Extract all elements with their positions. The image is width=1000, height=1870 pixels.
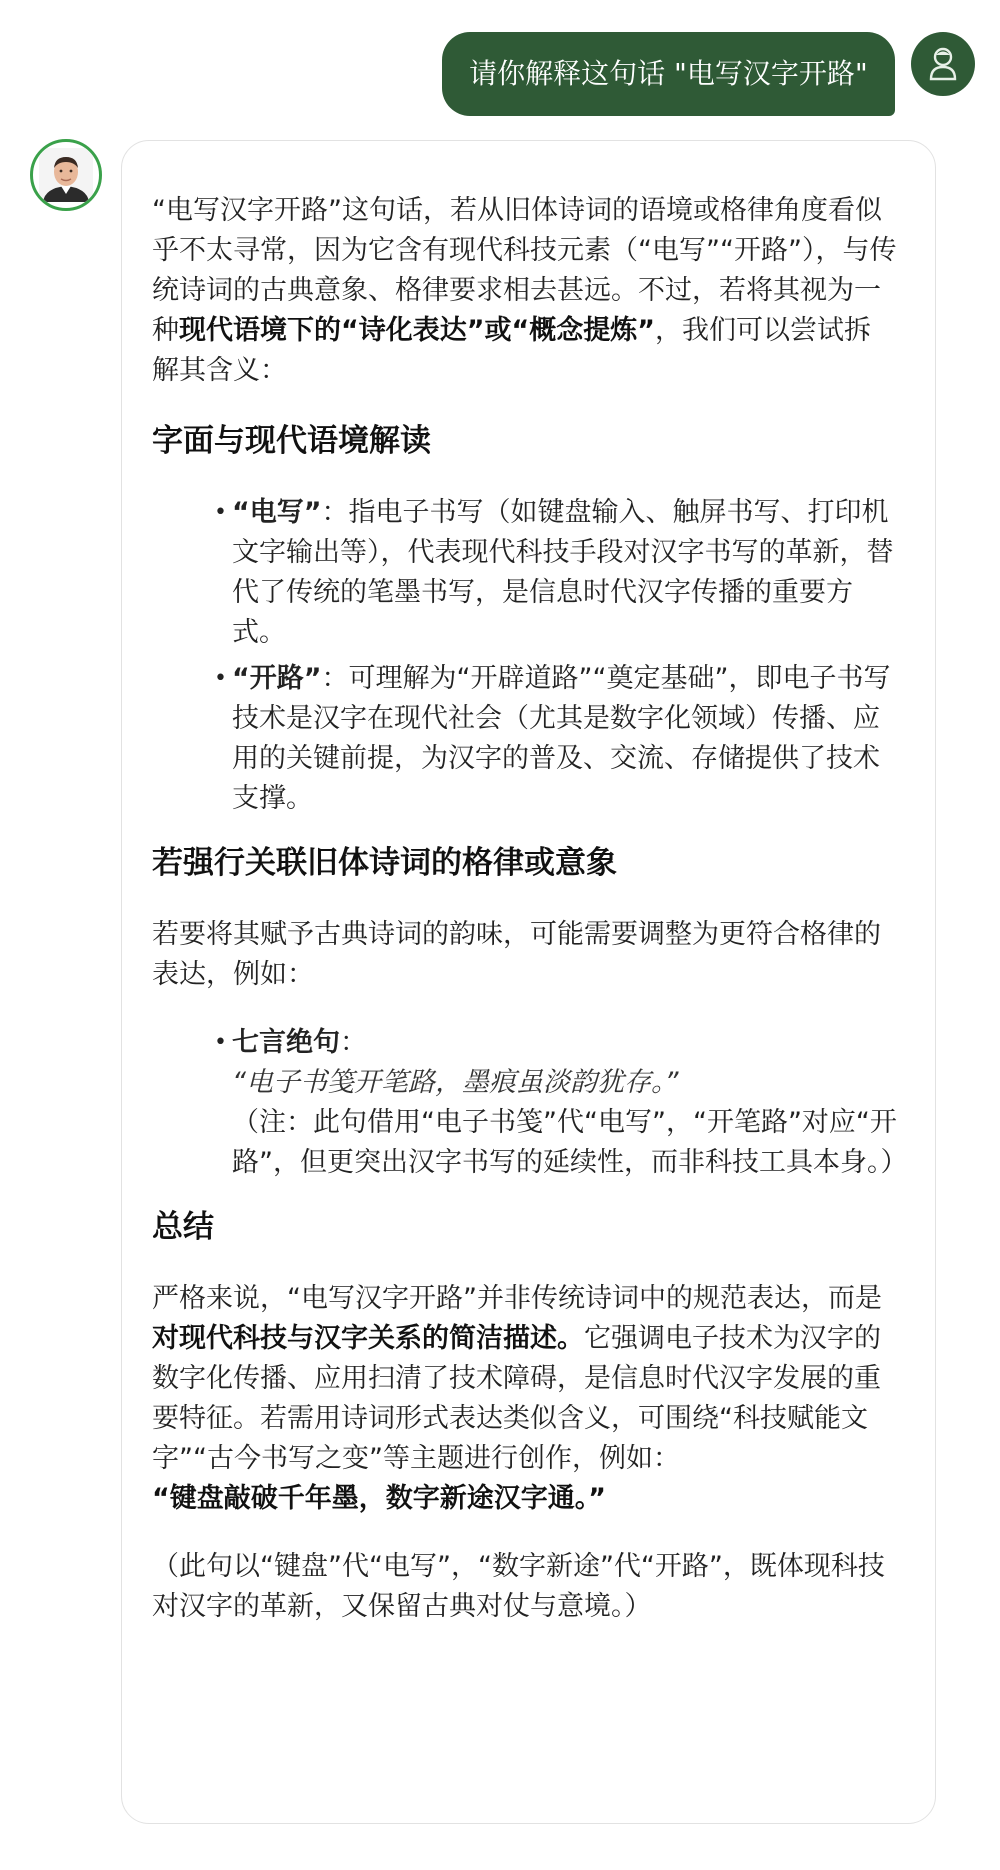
user-message-bubble xyxy=(442,32,895,116)
assistant-avatar[interactable] xyxy=(30,139,102,211)
poem-line: “电子书笺开笔路，墨痕虽淡韵犹存。” xyxy=(232,1067,679,1098)
intro-paragraph xyxy=(152,191,897,391)
intro-text-1: “电写汉字开路”这句话，若从旧体诗词的语境或格律角度看似乎不太寻常，因为它含有现代科技元素（“电写”“开路”），与传统诗词的古典意象、格律要求相去甚远。不过，若将其视为一种 xyxy=(152,195,897,346)
summary-bold-text: 对现代科技与汉字关系的简洁描述。 xyxy=(152,1323,584,1354)
intro-text-2: ，我们可以尝试拆解其含义： xyxy=(152,315,871,386)
closing-paragraph: （此句以“键盘”代“电写”，“数字新途”代“开路”，既体现科技对汉字的革新，又保留古典对仗与意境。） xyxy=(152,1551,885,1622)
intro-bold-text: 现代语境下的“诗化表达”或“概念提炼” xyxy=(179,315,655,346)
list-item-term: “电写” xyxy=(232,497,322,528)
summary-text-1: 严格来说，“电写汉字开路”并非传统诗词中的规范表达，而是 xyxy=(152,1283,882,1314)
summary-paragraph xyxy=(152,1279,897,1519)
summary-quote: “键盘敲破千年墨，数字新途汉字通。” xyxy=(152,1483,606,1514)
list-item-text: ：指电子书写（如键盘输入、触屏书写、打印机文字输出等），代表现代科技手段对汉字书写的革新，替代了传统的笔墨书写，是信息时代汉字传播的重要方式。 xyxy=(232,497,894,648)
list-item-kailu xyxy=(232,659,897,819)
list-item-colon: ： xyxy=(340,1027,367,1058)
list-item-dianxie xyxy=(232,493,897,653)
section-heading-poetry: 若强行关联旧体诗词的格律或意象 xyxy=(152,845,617,881)
section-heading-summary: 总结 xyxy=(152,1209,214,1245)
person-silhouette-icon xyxy=(927,46,959,82)
poem-note: （注：此句借用“电子书笺”代“电写”，“开笔路”对应“开路”，但更突出汉字书写的延续性，而非科技工具本身。） xyxy=(232,1107,908,1178)
portrait-icon xyxy=(39,148,93,202)
list-item-text: ：可理解为“开辟道路”“奠定基础”，即电子书写技术是汉字在现代社会（尤其是数字化领域）传播、应用的关键前提，为汉字的普及、交流、存储提供了技术支撑。 xyxy=(232,663,891,814)
user-message-row xyxy=(0,32,1000,116)
list-item-qiyan xyxy=(232,1023,908,1183)
poetry-list xyxy=(152,1023,908,1183)
poetry-intro-paragraph: 若要将其赋予古典诗词的韵味，可能需要调整为更符合格律的表达，例如： xyxy=(152,919,881,990)
list-item-term: 七言绝句 xyxy=(232,1027,340,1058)
summary-text-2: 它强调电子技术为汉字的数字化传播、应用扫清了技术障碍，是信息时代汉字发展的重要特征。若需用诗词形式表达类似含义，可围绕“科技赋能文字”“古今书写之变”等主题进行创作，例如： xyxy=(152,1323,881,1474)
user-avatar[interactable] xyxy=(911,32,975,96)
literal-list xyxy=(152,493,897,819)
list-item-term: “开路” xyxy=(232,663,322,694)
section-heading-literal: 字面与现代语境解读 xyxy=(152,423,431,459)
assistant-message-card xyxy=(121,140,936,1824)
user-message-text: 请你解释这句话 "电写汉字开路" xyxy=(469,57,868,90)
